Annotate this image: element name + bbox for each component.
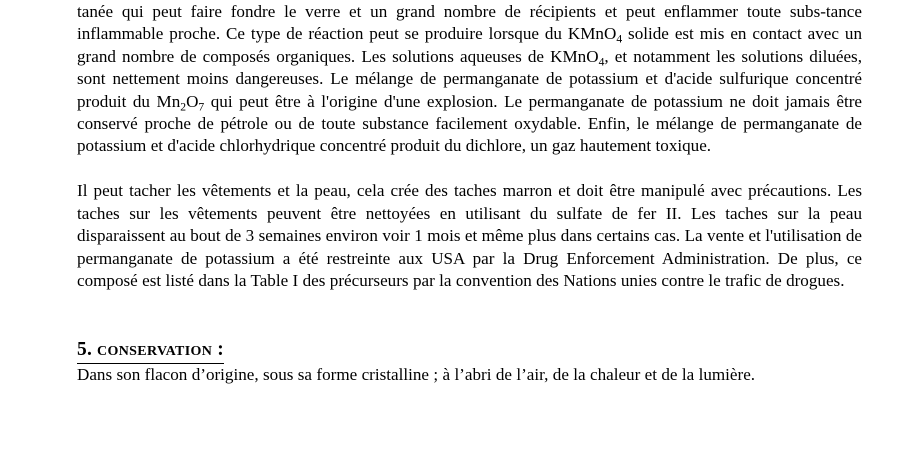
formula-base: KMnO <box>567 24 617 44</box>
paragraph-conservation-instructions: Dans son flacon d’origine, sous sa forme cristalline ; à l’abri de l’air, de la chaleur et de la lumière. <box>77 365 756 385</box>
formula-base: KMnO <box>550 46 599 66</box>
section-heading-block <box>77 338 862 364</box>
paragraph-staining-and-regulation: Il peut tacher les vêtements et la peau, cela crée des taches marron et doit être manipulé avec précautions. Les taches sur les vêtements peuvent être nettoyées en utilisant du sulfate de fer II. Les taches sur la peau disparaissent au bout de 3 semaines environ voir 1 mois et même plus dans certains cas. La vente et l'utilisation de permanganate de potassium a été restreinte aux USA par la Drug Enforcement Administration. De plus, ce composé est listé dans la Table I des précurseurs par la convention des Nations unies contre le trafic de drogues. <box>77 181 862 290</box>
formula-base: Mn <box>156 91 181 111</box>
formula-subscript: 4 <box>616 32 623 46</box>
paragraph-hazards-text-3: , et notamment les solutions diluées, sont nettement moins dangereuses. Le mélange de permanganate de potassium et d'acide sulfurique concentré produit du <box>77 46 862 111</box>
paragraph-hazards <box>77 0 862 158</box>
section-heading-conservation <box>77 338 224 364</box>
document-body <box>77 0 862 387</box>
formula-base-2: O <box>186 91 199 111</box>
formula-subscript: 2 <box>180 99 187 113</box>
section-heading-title: conservation <box>97 339 213 361</box>
paragraph-hazards-text-4: qui peut être à l'origine d'une explosion. Le permanganate de potassium ne doit jamais être conservé proche de pétrole ou de toute substance facilement oxydable. Enfin, le mélange de permanganate de potassium et d'acide chlorhydrique concentré produit du dichlore, un gaz hautement toxique. <box>77 91 862 156</box>
section-heading-suffix: : <box>212 339 224 361</box>
formula-subscript: 4 <box>598 55 605 69</box>
formula-manganese-heptoxide <box>157 92 205 111</box>
section-heading-number: 5. <box>77 339 93 361</box>
paragraph-hazards-text-1: tanée qui peut faire fondre le verre et un grand nombre de récipients et peut enflammer toute subs-tance inflammable proche. Ce type de réaction peut se produire lorsque du <box>77 2 862 44</box>
formula-potassium-permanganate-1 <box>567 24 623 46</box>
formula-potassium-permanganate-2 <box>550 46 605 69</box>
paragraph-hazards-text-2: solide est mis en contact avec un grand nombre de composés organiques. Les solutions aqueuses de <box>77 24 862 66</box>
formula-subscript-2: 7 <box>198 99 205 113</box>
